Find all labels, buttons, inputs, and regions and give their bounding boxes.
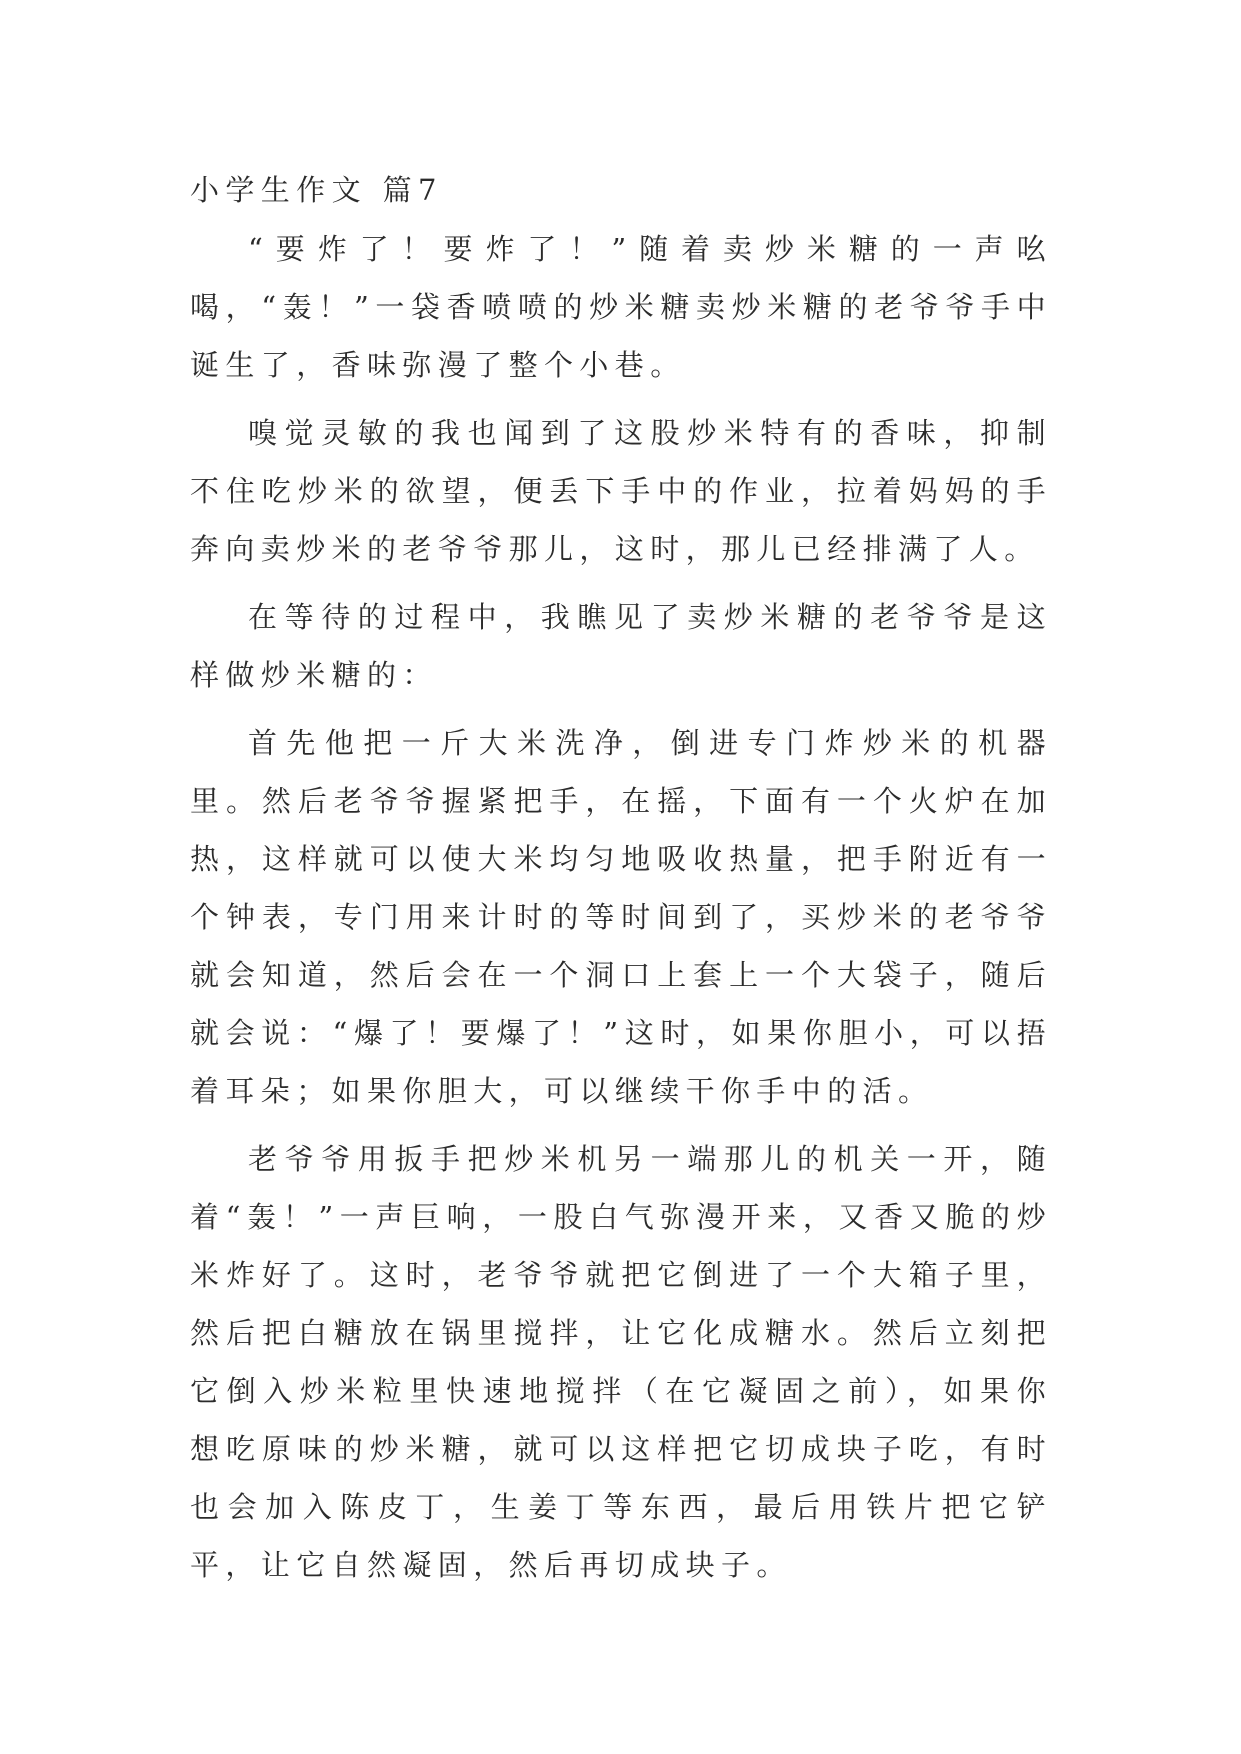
paragraph-1: “要炸了！要炸了！”随着卖炒米糖的一声吆喝，“轰！”一袋香喷喷的炒米糖卖炒米糖的老爷爷手中诞生了，香味弥漫了整个小巷。 [190,232,1052,382]
paragraph-2: 嗅觉灵敏的我也闻到了这股炒米特有的香味，抑制不住吃炒米的欲望，便丢下手中的作业，拉着妈妈的手奔向卖炒米的老爷爷那儿，这时，那儿已经排满了人。 [190,416,1052,566]
document-body [190,160,1052,1604]
paragraph-5: 老爷爷用扳手把炒米机另一端那儿的机关一开，随着“轰！”一声巨响，一股白气弥漫开来，又香又脆的炒米炸好了。这时，老爷爷就把它倒进了一个大箱子里，然后把白糖放在锅里搅拌，让它化成糖水。然后立刻把它倒入炒米粒里快速地搅拌（在它凝固之前），如果你想吃原味的炒米糖，就可以这样把它切成块子吃，有时也会加入陈皮丁，生姜丁等东西，最后用铁片把它铲平，让它自然凝固，然后再切成块子。 [190,1142,1052,1582]
paragraph-4: 首先他把一斤大米洗净，倒进专门炸炒米的机器里。然后老爷爷握紧把手，在摇，下面有一个火炉在加热，这样就可以使大米均匀地吸收热量，把手附近有一个钟表，专门用来计时的等时间到了，买炒米的老爷爷就会知道，然后会在一个洞口上套上一个大袋子，随后就会说：“爆了！要爆了！”这时，如果你胆小，可以捂着耳朵；如果你胆大，可以继续干你手中的活。 [190,726,1052,1108]
document-title: 小学生作文 篇7 [190,173,443,207]
paragraph-3: 在等待的过程中，我瞧见了卖炒米糖的老爷爷是这样做炒米糖的： [190,600,1052,692]
